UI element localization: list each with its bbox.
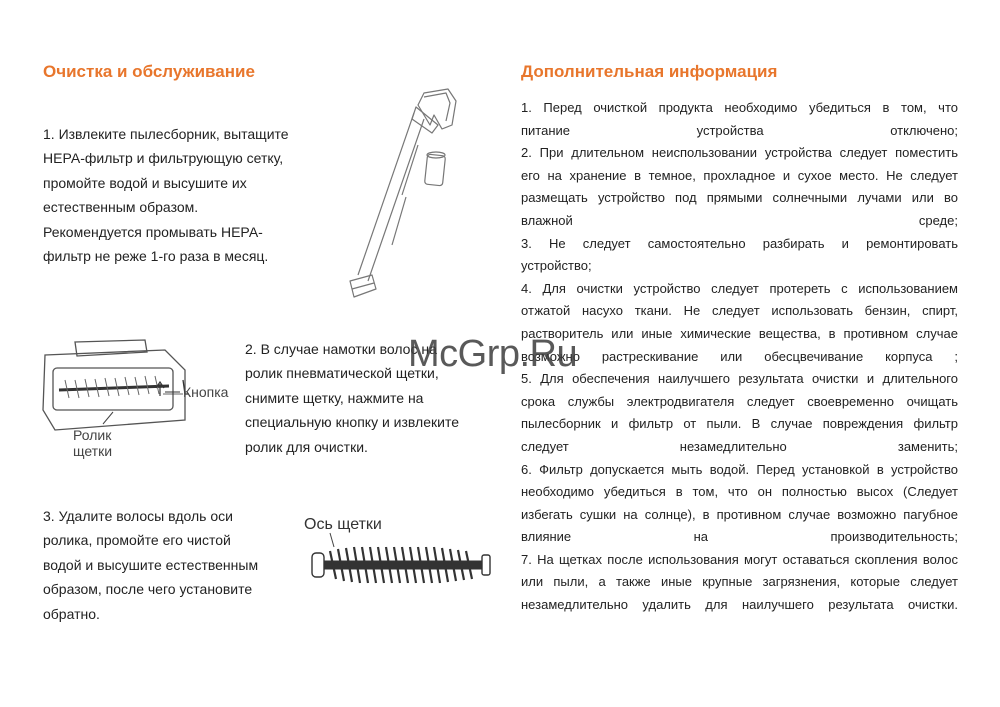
info-line: возможно растрескивание или обесцвечивание корпуса ; xyxy=(521,348,958,364)
info-line: 4. Для очистки устройство следует протереть с использованием xyxy=(521,280,958,296)
info-line: срока службы электродвигателя следует своевременно очищать xyxy=(521,393,958,409)
step-3-line: обратно. xyxy=(43,605,100,622)
info-line: или пыли, а также иные крупные загрязнения, которые следует xyxy=(521,574,958,590)
info-line: следует незамедлительно заменить; xyxy=(521,438,958,454)
roller-label-line2: щетки xyxy=(73,443,113,459)
info-line: устройство; xyxy=(521,258,592,274)
info-line: питание устройства отключено; xyxy=(521,122,958,138)
info-line: влажной среде; xyxy=(521,212,958,228)
step-3-text xyxy=(43,504,293,626)
info-line: 6. Фильтр допускается мыть водой. Перед установкой в устройство xyxy=(521,461,958,477)
info-line: избегать сушки на солнце), в противном случае возможно пагубное xyxy=(521,506,958,522)
step-2-line: ролик пневматической щетки, xyxy=(245,365,439,382)
info-line: 3. Не следует самостоятельно разбирать и ремонтировать xyxy=(521,235,958,251)
info-line: влияние на производительность; xyxy=(521,529,958,545)
info-line: 5. Для обеспечения наилучшего результата очистки и длительного xyxy=(521,371,958,387)
stick-vacuum-illustration xyxy=(320,85,470,310)
section-heading-additional-info: Дополнительная информация xyxy=(521,62,778,81)
step-1-text xyxy=(43,122,313,268)
info-line: пылесборник и фильтр от пыли. В случае повреждения фильтр xyxy=(521,416,958,432)
info-line: размещать устройство под прямыми солнечными лучами или во xyxy=(521,190,958,206)
step-3-line: водой и высушите естественным xyxy=(43,556,259,573)
info-line: 7. На щетках после использования могут оставаться скопления волос xyxy=(521,551,958,567)
step-1-line: естественным образом. xyxy=(43,199,199,216)
step-1-line: фильтр не реже 1-го раза в месяц. xyxy=(43,248,269,265)
step-1-line: 1. Извлеките пылесборник, вытащите xyxy=(43,126,289,142)
button-label: Кнопка xyxy=(183,384,229,400)
brush-axis-label: Ось щетки xyxy=(304,516,382,533)
step-1-line: Рекомендуется промывать НЕРА- xyxy=(43,223,263,240)
info-line: необходимо убедиться в том, что он полностью высох (Следует xyxy=(521,484,958,500)
brush-head-illustration xyxy=(35,330,245,465)
step-1-line: промойте водой и высушите их xyxy=(43,174,247,191)
info-line: 2. При длительном неиспользовании устройства следует поместить xyxy=(521,145,958,161)
section-heading-cleaning: Очистка и обслуживание xyxy=(43,62,255,81)
step-2-line: 2. В случае намотки волос на xyxy=(245,341,437,357)
info-line: 1. Перед очисткой продукта необходимо убедиться в том, что xyxy=(521,100,958,115)
additional-info-list xyxy=(521,97,958,617)
info-line: незамедлительно удалить для наилучшего результата очистки. xyxy=(521,597,958,613)
watermark: McGrp.Ru xyxy=(408,333,578,375)
step-2-line: ролик для очистки. xyxy=(245,438,368,455)
step-1-line: НЕРА-фильтр и фильтрующую сетку, xyxy=(43,150,284,167)
roller-label-line1: Ролик xyxy=(73,427,112,443)
info-line: растворитель или иные химические вещества, в противном случае xyxy=(521,325,958,341)
brush-roller-illustration xyxy=(300,513,500,603)
step-3-line: 3. Удалите волосы вдоль оси xyxy=(43,508,233,524)
step-2-line: специальную кнопку и извлеките xyxy=(245,414,459,431)
step-3-line: образом, после чего установите xyxy=(43,581,253,598)
step-3-line: ролика, промойте его чистой xyxy=(43,532,231,549)
step-2-line: снимите щетку, нажмите на xyxy=(245,389,424,406)
info-line: отжатой насухо ткани. Не следует использовать бензин, спирт, xyxy=(521,303,958,319)
info-line: его на хранение в темное, прохладное и сухое место. Не следует xyxy=(521,167,958,183)
